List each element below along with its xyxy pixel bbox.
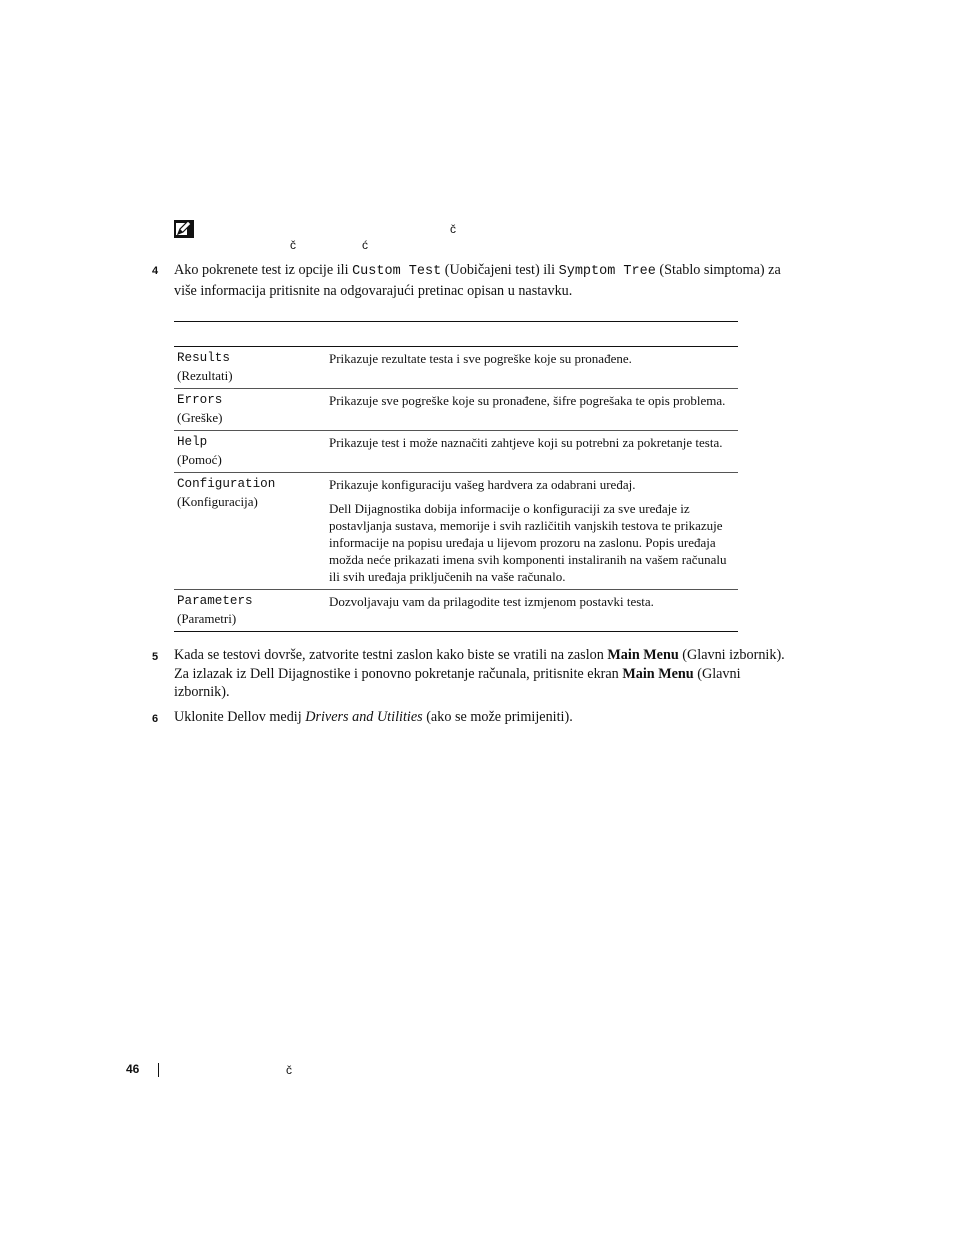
- option-description-cell: [329, 476, 734, 592]
- main-menu-term: Main Menu: [622, 665, 694, 682]
- step-text-part: (ako se može primijeniti).: [422, 709, 573, 725]
- table-header-row: [174, 321, 738, 347]
- note-glyph: ć: [362, 238, 368, 252]
- footer-divider: [158, 1063, 159, 1077]
- option-label: (Rezultati): [177, 368, 233, 383]
- option-label: (Konfiguracija): [177, 494, 258, 509]
- step-text-part: Kada se testovi dovrše, zatvorite testni zaslon kako biste se vratili na zaslon: [174, 647, 608, 663]
- option-code: Parameters: [177, 594, 253, 608]
- option-description-cell: [329, 392, 734, 416]
- option-label: (Greške): [177, 410, 223, 425]
- page-number: 46: [126, 1062, 140, 1076]
- option-description-cell: [329, 434, 734, 458]
- option-description-cell: [329, 350, 734, 374]
- step-text: [174, 708, 794, 727]
- main-menu-term: Main Menu: [607, 647, 679, 663]
- option-name-cell: [177, 350, 322, 384]
- step-number: 4: [152, 265, 159, 277]
- table-row: [174, 590, 738, 632]
- option-name-cell: [177, 476, 322, 510]
- step-text-part: Ako pokrenete test iz opcije ili: [174, 262, 353, 278]
- step-text: [174, 646, 794, 702]
- step-text-part: (Stablo simptoma) za više informacija pritisnite na odgovarajući pretinac opisan u nastavku.: [174, 262, 781, 299]
- option-name-cell: [177, 434, 322, 468]
- step-number: 6: [152, 713, 159, 725]
- note-glyph: č: [450, 222, 456, 236]
- step-text-part: (Glavni izbornik).: [174, 665, 741, 701]
- option-name-cell: [177, 392, 322, 426]
- footer-glyph: č: [286, 1063, 292, 1077]
- note-glyph: č: [290, 238, 296, 252]
- table-row: [174, 347, 738, 389]
- table-row: [174, 389, 738, 431]
- step-text-part: Uklonite Dellov medij: [174, 709, 306, 725]
- option-description: Prikazuje konfiguraciju vašeg hardvera za odabrani uređaj.: [329, 477, 636, 492]
- step-text: [174, 261, 794, 300]
- option-code: Configuration: [177, 477, 276, 491]
- option-description: Prikazuje rezultate testa i sve pogreške koje su pronađene.: [329, 351, 632, 366]
- step-number: 5: [152, 651, 159, 663]
- option-description: Dozvoljavaju vam da prilagodite test izmjenom postavki testa.: [329, 594, 654, 609]
- option-code: Errors: [177, 393, 223, 407]
- custom-test-option: Custom Test: [352, 264, 442, 279]
- option-label: (Pomoć): [177, 452, 222, 467]
- table-row: [174, 431, 738, 473]
- pencil-note-icon: [174, 220, 194, 238]
- step-text-part: (Glavni izbornik). Za izlazak iz Dell Dijagnostike i ponovno pokretanje računala, pritisnite ekran: [174, 647, 785, 682]
- symptom-tree-option: Symptom Tree: [558, 264, 656, 279]
- option-description: Prikazuje sve pogreške koje su pronađene, šifre pogrešaka te opis problema.: [329, 393, 726, 408]
- option-code: Results: [177, 351, 230, 365]
- media-title: Drivers and Utilities: [305, 709, 423, 725]
- option-name-cell: [177, 593, 322, 627]
- option-code: Help: [177, 435, 208, 449]
- option-label: (Parametri): [177, 611, 237, 626]
- step-text-part: (Uobičajeni test) ili: [441, 262, 559, 278]
- option-description: Dell Dijagnostika dobija informacije o konfiguraciji za sve uređaje iz postavljanja sustava, memorije i svih različitih vanjskih testova te prikazuje informacije na popisu uređaja u lijevom prozoru na zaslonu. Popis uređaja možda neće prikazati imena svih komponenti instaliranih na vašem računalu ili svih uređaja priključenih na vaše računalo.: [329, 501, 727, 584]
- option-description-cell: [329, 593, 734, 617]
- option-description: Prikazuje test i može naznačiti zahtjeve koji su potrebni za pokretanje testa.: [329, 435, 723, 450]
- table-row: [174, 473, 738, 590]
